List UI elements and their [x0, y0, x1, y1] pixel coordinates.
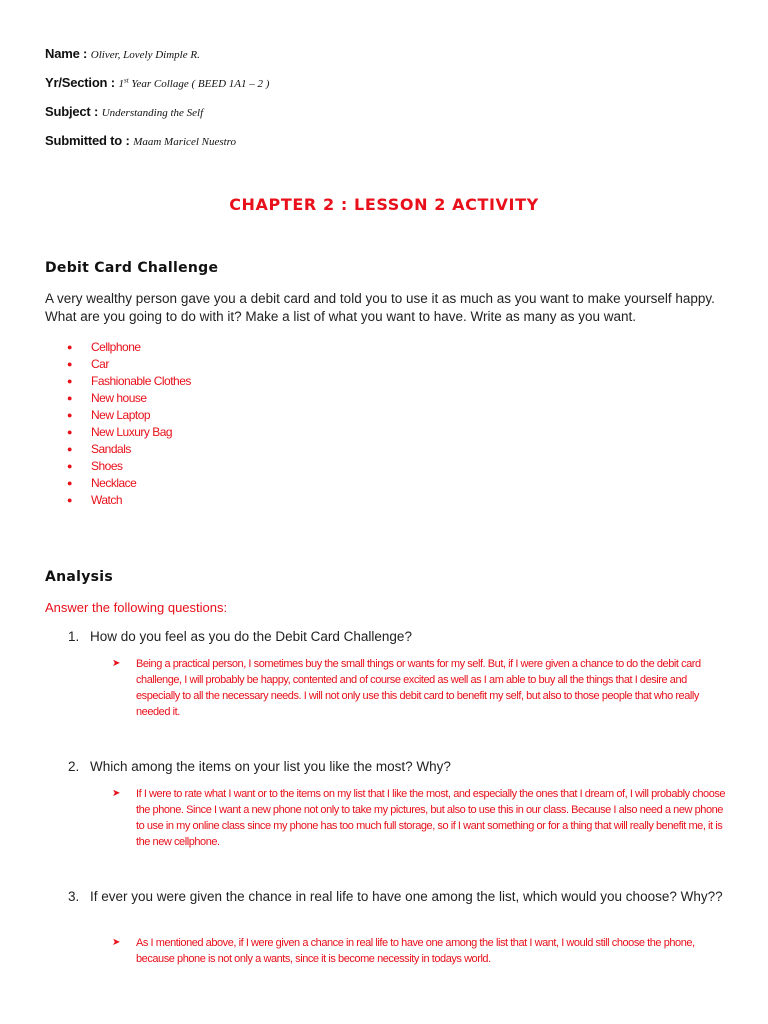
- list-item-label: Watch: [91, 493, 123, 507]
- arrowhead-icon: ➤: [112, 788, 121, 799]
- name-label: Name :: [45, 46, 88, 61]
- section-label: Yr/Section :: [45, 75, 115, 90]
- list-item: [60, 441, 191, 458]
- question-1: [68, 628, 412, 646]
- answer-1: [112, 656, 727, 720]
- list-item: [60, 475, 191, 492]
- bullet-dot-icon: ●: [67, 478, 72, 488]
- question-text: Which among the items on your list you like the most? Why?: [90, 759, 451, 774]
- answer-3: [112, 935, 727, 967]
- list-item: [60, 356, 191, 373]
- list-item-label: Fashionable Clothes: [91, 374, 191, 388]
- list-item-label: Car: [91, 357, 109, 371]
- list-item-label: Sandals: [91, 442, 131, 456]
- list-item: [60, 492, 191, 509]
- submitted-line: [45, 133, 236, 148]
- question-number: 2.: [68, 759, 80, 774]
- submitted-value: Maam Maricel Nuestro: [133, 136, 237, 148]
- challenge-instructions: A very wealthy person gave you a debit card and told you to use it as much as you want to make yourself happy. What are you going to do with it? Make a list of what you want to have. Write as many as you want.: [45, 291, 715, 324]
- bullet-dot-icon: ●: [67, 359, 72, 369]
- list-item: [60, 407, 191, 424]
- bullet-dot-icon: ●: [67, 342, 72, 352]
- list-item: [60, 390, 191, 407]
- list-item-label: New Luxury Bag: [91, 425, 173, 439]
- bullet-dot-icon: ●: [67, 376, 72, 386]
- name-value: Oliver, Lovely Dimple R.: [90, 49, 200, 61]
- section-value-rest: Year Collage ( BEED 1A1 – 2 ): [131, 78, 270, 90]
- bullet-dot-icon: ●: [67, 461, 72, 471]
- list-item-label: New Laptop: [91, 408, 151, 422]
- analysis-prompt: Answer the following questions:: [45, 600, 228, 615]
- challenge-heading: Debit Card Challenge: [45, 260, 219, 276]
- section-value: [118, 78, 269, 90]
- question-text: If ever you were given the chance in real life to have one among the list, which would you choose? Why??: [90, 889, 723, 904]
- chapter-title: CHAPTER 2 : LESSON 2 ACTIVITY: [229, 195, 539, 214]
- section-value-sup: st: [123, 76, 129, 85]
- bullet-dot-icon: ●: [67, 427, 72, 437]
- bullet-dot-icon: ●: [67, 410, 72, 420]
- list-item-label: Cellphone: [91, 340, 141, 354]
- bullet-dot-icon: ●: [67, 495, 72, 505]
- bullet-dot-icon: ●: [67, 393, 72, 403]
- list-item-label: Shoes: [91, 459, 123, 473]
- section-value-ordinal: 1: [118, 78, 124, 90]
- subject-label: Subject :: [45, 104, 99, 119]
- analysis-heading: Analysis: [45, 569, 114, 585]
- question-number: 3.: [68, 889, 80, 904]
- list-item-label: Necklace: [91, 476, 137, 490]
- answer-2: [112, 786, 727, 850]
- list-item: [60, 424, 191, 441]
- list-item: [60, 339, 191, 356]
- list-item-label: New house: [91, 391, 147, 405]
- subject-line: [45, 104, 203, 119]
- question-3: [68, 888, 723, 906]
- answer-text: If I were to rate what I want or to the items on my list that I like the most, and especially the ones that I dream of, I will probably choose the phone. Since I want a new phone not only to take my pictures, but also to use this in our class. Because I also need a new phone to use in my online class since my phone has too much full storage, so if I want something or for a thing that will really benefit me, it is the new cellphone.: [136, 788, 726, 848]
- arrowhead-icon: ➤: [112, 658, 121, 669]
- bullet-dot-icon: ●: [67, 444, 72, 454]
- list-item: [60, 373, 191, 390]
- answer-text: Being a practical person, I sometimes buy the small things or wants for my self. But, if I were given a chance to do the debit card challenge, I will probably be happy, contented and of course excited as well as I am able to buy all the things that I desire and especially to all the necessary needs. I will not only use this debit card to benefit my self, but also to those people that who really needed it.: [136, 658, 701, 718]
- submitted-label: Submitted to :: [45, 133, 130, 148]
- list-item: [60, 458, 191, 475]
- subject-value: Understanding the Self: [101, 107, 204, 119]
- arrowhead-icon: ➤: [112, 937, 121, 948]
- wish-list: [60, 339, 191, 509]
- question-number: 1.: [68, 629, 80, 644]
- answer-text: As I mentioned above, if I were given a chance in real life to have one among the list that I want, I would still choose the phone, because phone is not only a wants, since it is become necessity in todays world.: [136, 937, 695, 965]
- name-line: [45, 46, 200, 61]
- question-2: [68, 758, 451, 776]
- question-text: How do you feel as you do the Debit Card Challenge?: [90, 629, 412, 644]
- section-line: [45, 75, 269, 90]
